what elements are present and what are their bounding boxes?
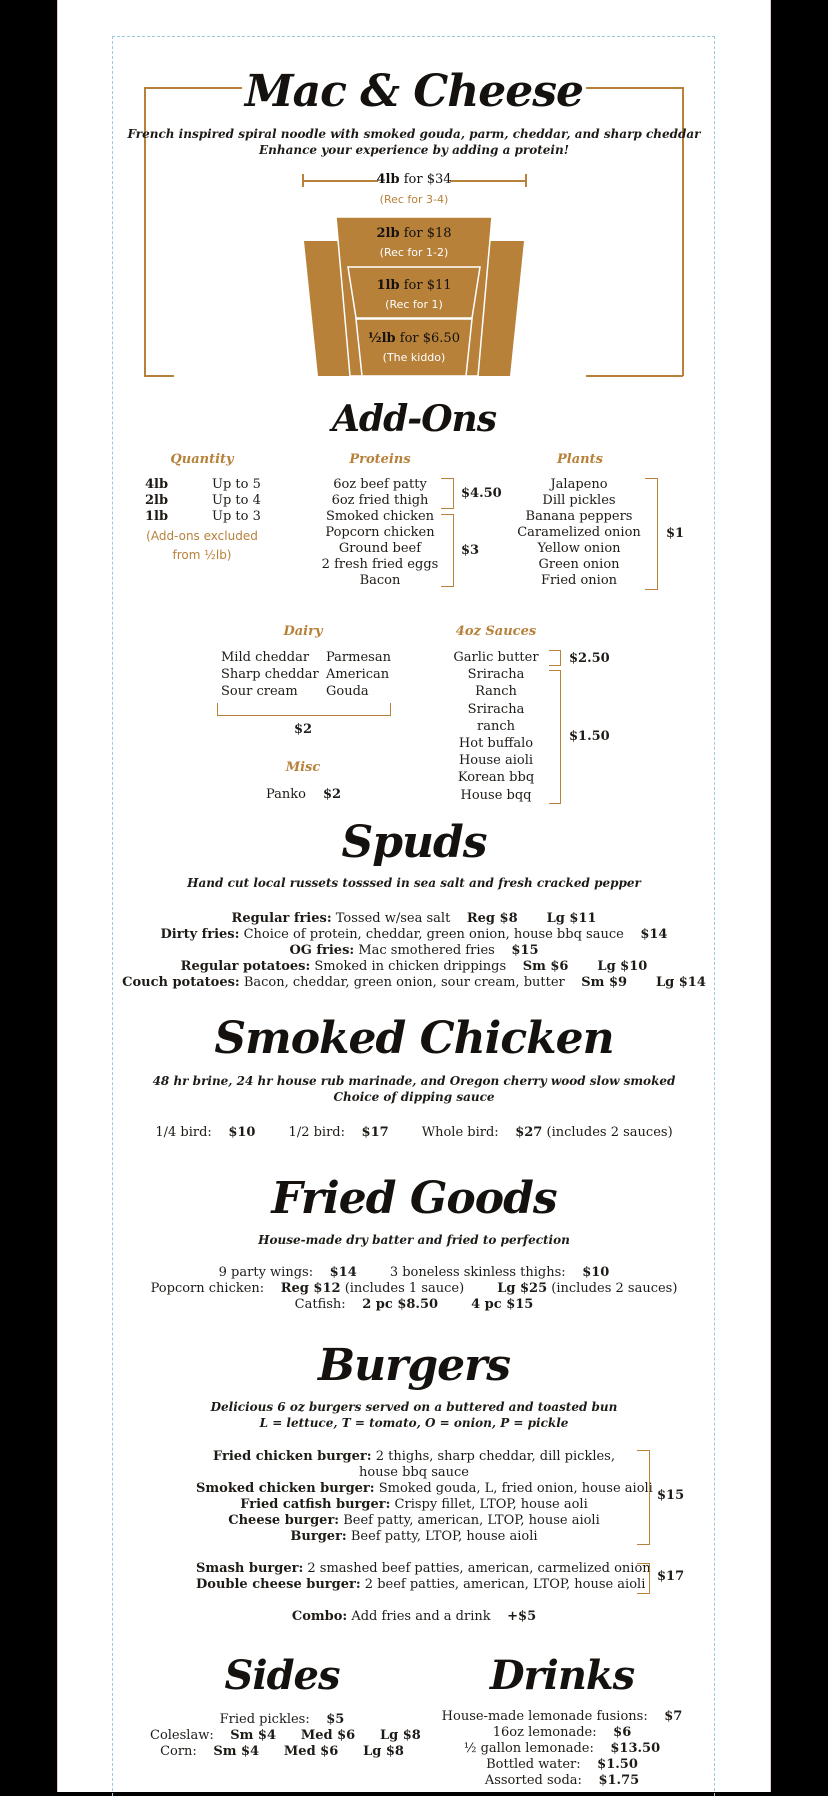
- qty-note-2: from ½lb): [172, 548, 232, 562]
- quantity-heading: Quantity: [170, 452, 234, 467]
- fried-title: Fried Goods: [271, 1173, 557, 1224]
- combo-line: Combo: Add fries and a drink +$5: [291, 1609, 537, 1624]
- drink-line: House-made lemonade fusions: $7: [441, 1709, 683, 1724]
- burger-line: Fried catfish burger: Crispy fillet, LTOP, house aoli: [240, 1497, 588, 1512]
- sauces-list: [446, 649, 546, 804]
- size-4lb-note: (Rec for 3-4): [379, 193, 449, 206]
- size-halflb: ½lb for $6.50: [368, 331, 460, 346]
- chicken-desc-sauce: Choice of dipping sauce: [333, 1090, 495, 1104]
- dairy-price: $2: [293, 722, 313, 737]
- burger-line: Smoked chicken burger: Smoked gouda, L, fried onion, house aioli: [196, 1481, 653, 1496]
- misc-item: Panko: [266, 787, 306, 802]
- frame-bottom-left: [144, 375, 174, 377]
- qty-4lb: 4lb: [145, 477, 169, 492]
- side-line: Corn: Sm $4 Med $6 Lg $8: [160, 1744, 404, 1759]
- qty-1lb: 1lb: [145, 509, 169, 524]
- protein-item: 6oz beef patty: [333, 477, 427, 492]
- sauces-heading: 4oz Sauces: [455, 624, 537, 639]
- protein-item: 6oz fried thigh: [331, 493, 429, 508]
- drink-line: Bottled water: $1.50: [486, 1757, 638, 1772]
- qty-1lb-limit: Up to 3: [212, 509, 261, 524]
- plant-item: Caramelized onion: [517, 525, 641, 540]
- side-line: Coleslaw: Sm $4 Med $6 Lg $8: [150, 1728, 421, 1743]
- dairy-bracket: [217, 703, 391, 716]
- burgers-bracket-b: [637, 1563, 650, 1594]
- sauce-item: House aioli: [458, 753, 534, 769]
- burger-line: Double cheese burger: 2 beef patties, american, LTOP, house aioli: [196, 1577, 646, 1592]
- dairy-list-right: [326, 649, 391, 700]
- plants-heading: Plants: [557, 452, 603, 467]
- proteins-bracket-a: [441, 478, 454, 509]
- side-line: Fried pickles: $5: [219, 1712, 345, 1727]
- plant-item: Yellow onion: [537, 541, 621, 556]
- size-2lb: 2lb for $18: [376, 226, 452, 241]
- qty-note: (Add-ons excluded: [146, 529, 258, 543]
- sauces-bracket-b: [549, 670, 561, 804]
- size-2lb-note: (Rec for 1-2): [379, 246, 449, 259]
- protein-item: Ground beef: [338, 541, 422, 556]
- dairy-item: Sour cream: [221, 684, 298, 699]
- burger-line: Cheese burger: Beef patty, american, LTOP, house aioli: [228, 1513, 600, 1528]
- drinks-title: Drinks: [489, 1652, 635, 1699]
- sauce-item: ranch: [477, 718, 515, 734]
- proteins-price-a: $4.50: [461, 486, 502, 501]
- size-rule-left-cap: [302, 174, 304, 187]
- plants-bracket: [645, 478, 658, 590]
- size-4lb: 4lb for $34: [376, 172, 452, 187]
- protein-item: 2 fresh fried eggs: [321, 557, 439, 572]
- proteins-price-b: $3: [461, 543, 480, 558]
- chicken-prices: 1/4 bird: $10 1/2 bird: $17 Whole bird: $27 (includes 2 sauces): [155, 1125, 673, 1140]
- protein-item: Popcorn chicken: [325, 525, 435, 540]
- burgers-key: L = lettuce, T = tomato, O = onion, P = pickle: [259, 1416, 569, 1430]
- plants-price: $1: [666, 526, 685, 541]
- sauces-price-a: $2.50: [569, 651, 610, 666]
- plant-item: Banana peppers: [525, 509, 633, 524]
- dairy-item: Sharp cheddar: [221, 667, 319, 682]
- drink-line: ½ gallon lemonade: $13.50: [463, 1741, 661, 1756]
- size-1lb-note: (Rec for 1): [385, 298, 443, 311]
- frame-bottom-right: [586, 375, 683, 377]
- sauce-item: Korean bbq: [457, 770, 535, 786]
- dairy-list-left: [221, 649, 319, 700]
- burger-line: Smash burger: 2 smashed beef patties, american, carmelized onion: [196, 1561, 651, 1576]
- dairy-item: American: [326, 667, 390, 682]
- plants-list: [514, 477, 644, 589]
- qty-2lb-limit: Up to 4: [212, 493, 261, 508]
- sauce-item: Ranch: [475, 684, 517, 700]
- drink-line: Assorted soda: $1.75: [484, 1773, 640, 1788]
- chicken-title: Smoked Chicken: [214, 1013, 614, 1064]
- qty-2lb: 2lb: [145, 493, 169, 508]
- protein-item: Smoked chicken: [325, 509, 435, 524]
- size-1lb: 1lb for $11: [376, 278, 452, 293]
- burger-line: Burger: Beef patty, LTOP, house aioli: [290, 1529, 538, 1544]
- sauce-item: Hot buffalo: [458, 736, 534, 752]
- protein-item: Bacon: [359, 573, 401, 588]
- spuds-line: Regular fries: Tossed w/sea salt Reg $8 Lg $11: [231, 911, 597, 926]
- burgers-price-b: $17: [657, 1569, 685, 1584]
- spuds-line: OG fries: Mac smothered fries $15: [289, 943, 539, 958]
- qty-4lb-limit: Up to 5: [212, 477, 261, 492]
- spuds-line: Regular potatoes: Smoked in chicken drippings Sm $6 Lg $10: [180, 959, 648, 974]
- size-halflb-note: (The kiddo): [382, 351, 446, 364]
- sauce-item: Garlic butter: [453, 650, 539, 665]
- burger-line: Fried chicken burger: 2 thighs, sharp cheddar, dill pickles,: [213, 1449, 615, 1464]
- burgers-price-a: $15: [657, 1488, 685, 1503]
- proteins-list: [316, 477, 444, 589]
- sauce-item: House bqq: [460, 787, 532, 803]
- dairy-item: Gouda: [326, 684, 369, 699]
- drink-line: 16oz lemonade: $6: [492, 1725, 632, 1740]
- sauce-item: Sriracha: [467, 701, 525, 717]
- plant-item: Fried onion: [540, 573, 618, 588]
- burgers-bracket-a: [637, 1450, 650, 1545]
- fried-line: 9 party wings: $14 3 boneless skinless thighs: $10: [218, 1265, 610, 1280]
- plant-item: Jalapeno: [550, 477, 608, 492]
- spuds-line: Couch potatoes: Bacon, cheddar, green onion, sour cream, butter Sm $9 Lg $14: [122, 975, 706, 990]
- dairy-item: Mild cheddar: [221, 650, 310, 665]
- sauces-bracket-a: [549, 650, 561, 666]
- spuds-desc: Hand cut local russets tosssed in sea salt and fresh cracked pepper: [187, 876, 641, 890]
- fried-desc: House-made dry batter and fried to perfection: [258, 1233, 570, 1247]
- spuds-line: Dirty fries: Choice of protein, cheddar, green onion, house bbq sauce $14: [160, 927, 668, 942]
- plant-item: Dill pickles: [542, 493, 616, 508]
- sauces-price-b: $1.50: [569, 729, 610, 744]
- burger-line: house bbq sauce: [359, 1465, 469, 1480]
- spuds-title: Spuds: [341, 817, 487, 868]
- misc-price: $2: [323, 787, 342, 802]
- proteins-bracket-b: [441, 514, 454, 587]
- burgers-desc: Delicious 6 oz burgers served on a buttered and toasted bun: [210, 1400, 618, 1414]
- misc-heading: Misc: [285, 760, 321, 775]
- dairy-heading: Dairy: [283, 624, 323, 639]
- burgers-title: Burgers: [317, 1340, 511, 1391]
- mac-desc-protein: Enhance your experience by adding a protein!: [259, 143, 569, 157]
- fried-line: Popcorn chicken: Reg $12 (includes 1 sauce) Lg $25 (includes 2 sauces): [150, 1281, 678, 1296]
- sides-title: Sides: [224, 1652, 340, 1699]
- dairy-item: Parmesan: [326, 650, 391, 665]
- mac-title: Mac & Cheese: [244, 66, 584, 117]
- addons-title: Add-Ons: [331, 398, 497, 440]
- plant-item: Green onion: [538, 557, 620, 572]
- chicken-desc: 48 hr brine, 24 hr house rub marinade, and Oregon cherry wood slow smoked: [152, 1074, 676, 1088]
- mac-desc: French inspired spiral noodle with smoked gouda, parm, cheddar, and sharp cheddar: [127, 127, 701, 141]
- size-rule-right-cap: [525, 174, 527, 187]
- fried-line: Catfish: 2 pc $8.50 4 pc $15: [294, 1297, 534, 1312]
- sauce-item: Sriracha: [467, 667, 525, 683]
- proteins-heading: Proteins: [349, 452, 411, 467]
